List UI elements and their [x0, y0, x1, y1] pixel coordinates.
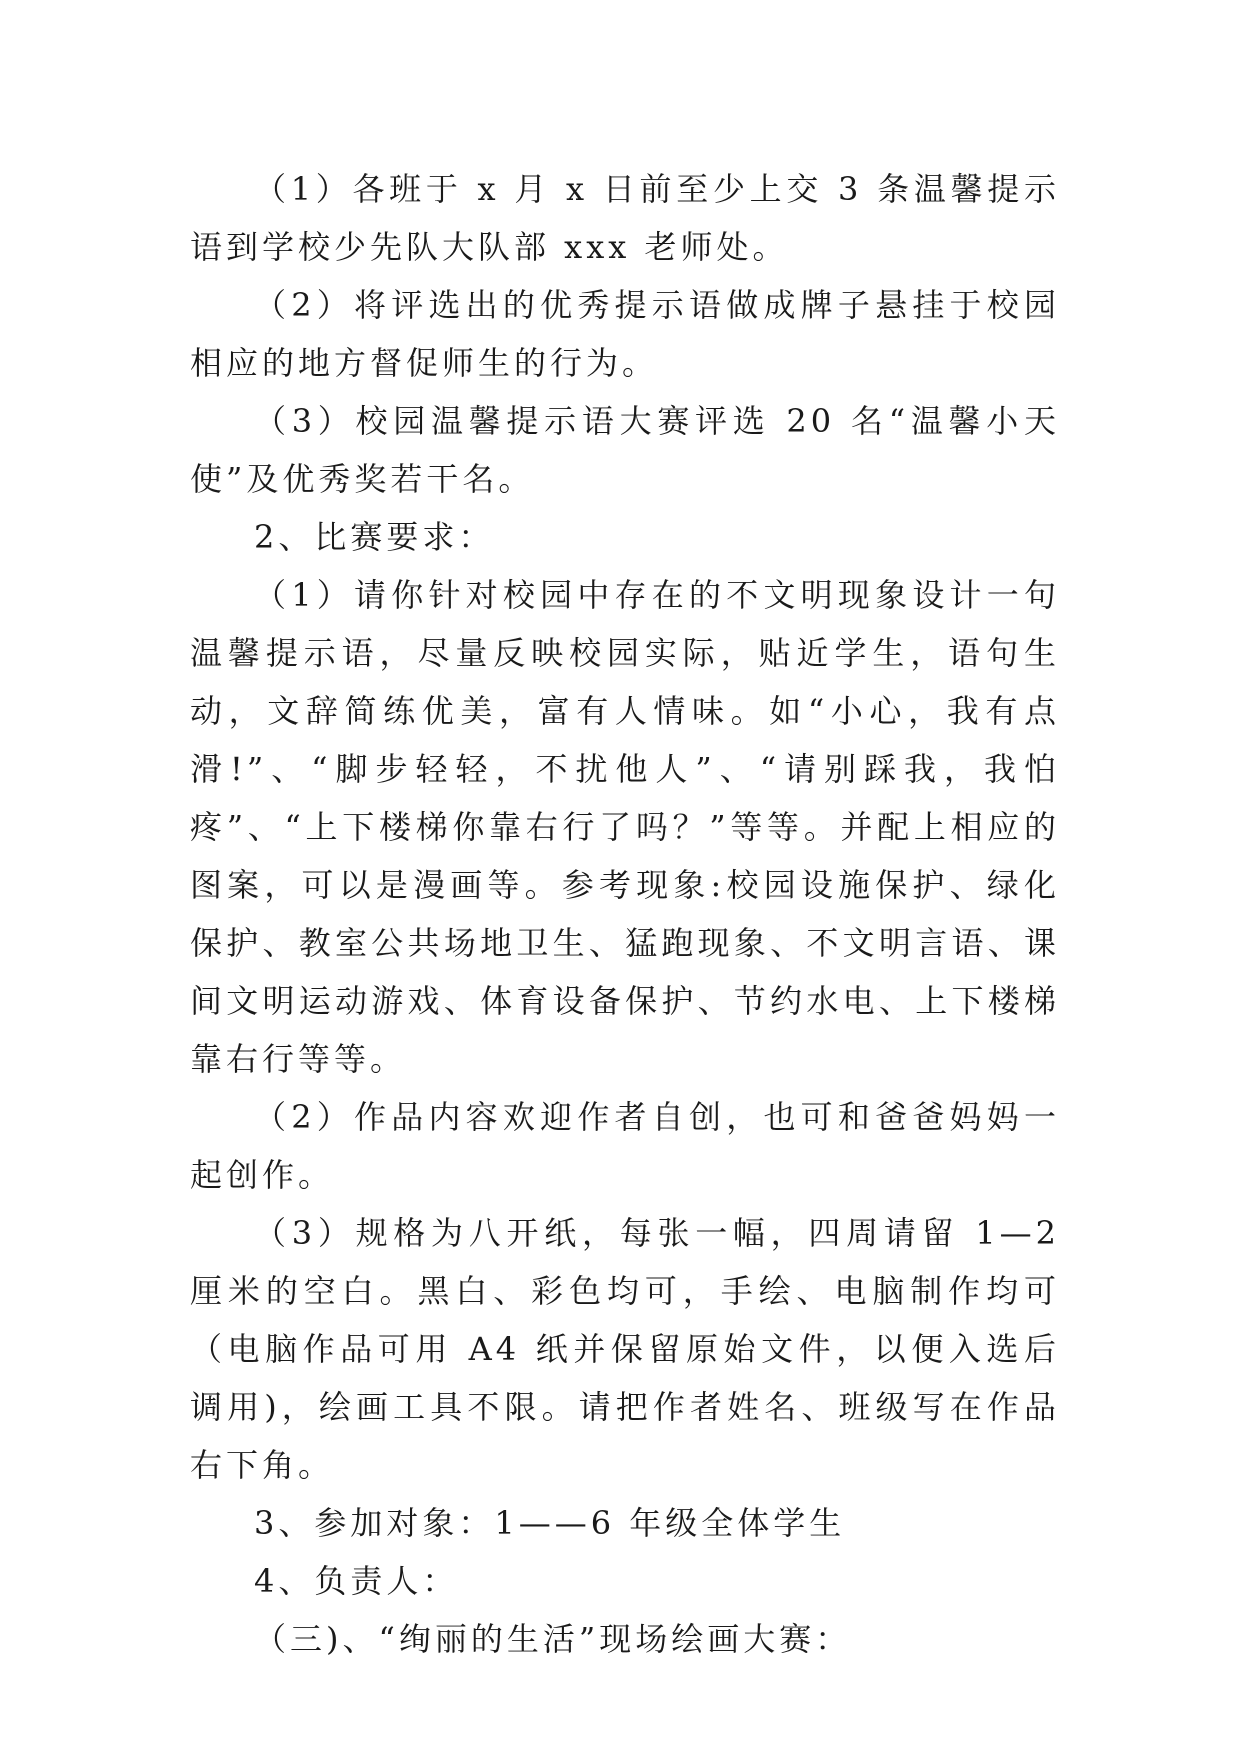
paragraph-original-work: （2）作品内容欢迎作者自创，也可和爸爸妈妈一起创作。	[190, 1098, 1060, 1194]
paragraph-format-spec: （3）规格为八开纸，每张一幅，四周请留 1—2 厘米的空白。黑白、彩色均可，手绘、电脑制作均可（电脑作品可用 A4 纸并保留原始文件，以便入选后调用)，绘画工具不限。请把作者姓名、班级写在作品右下角。	[190, 1214, 1060, 1484]
section-heading-requirements: 2、比赛要求：	[254, 518, 495, 556]
paragraph-sign-display: （2）将评选出的优秀提示语做成牌子悬挂于校园相应的地方督促师生的行为。	[190, 286, 1060, 382]
paragraph-awards: （3）校园温馨提示语大赛评选 20 名“温馨小天使”及优秀奖若干名。	[190, 402, 1060, 498]
paragraph-design-requirement: （1）请你针对校园中存在的不文明现象设计一句温馨提示语，尽量反映校园实际，贴近学生，语句生动，文辞简练优美，富有人情味。如“小心，我有点滑!”、“脚步轻轻，不扰他人”、“请别踩我，我怕疼”、“上下楼梯你靠右行了吗？”等等。并配上相应的图案，可以是漫画等。参考现象:校园设施保护、绿化保护、教室公共场地卫生、猛跑现象、不文明言语、课间文明运动游戏、体育设备保护、节约水电、上下楼梯靠右行等等。	[190, 576, 1060, 1078]
document-body	[190, 160, 1060, 1668]
paragraph-submission-deadline: （1）各班于 x 月 x 日前至少上交 3 条温馨提示语到学校少先队大队部 xxx 老师处。	[190, 170, 1060, 266]
section-heading-painting-contest: （三)、“绚丽的生活”现场绘画大赛：	[254, 1620, 852, 1658]
section-heading-person-in-charge: 4、负责人：	[254, 1562, 459, 1600]
section-heading-participants: 3、参加对象：1——6 年级全体学生	[254, 1504, 846, 1542]
